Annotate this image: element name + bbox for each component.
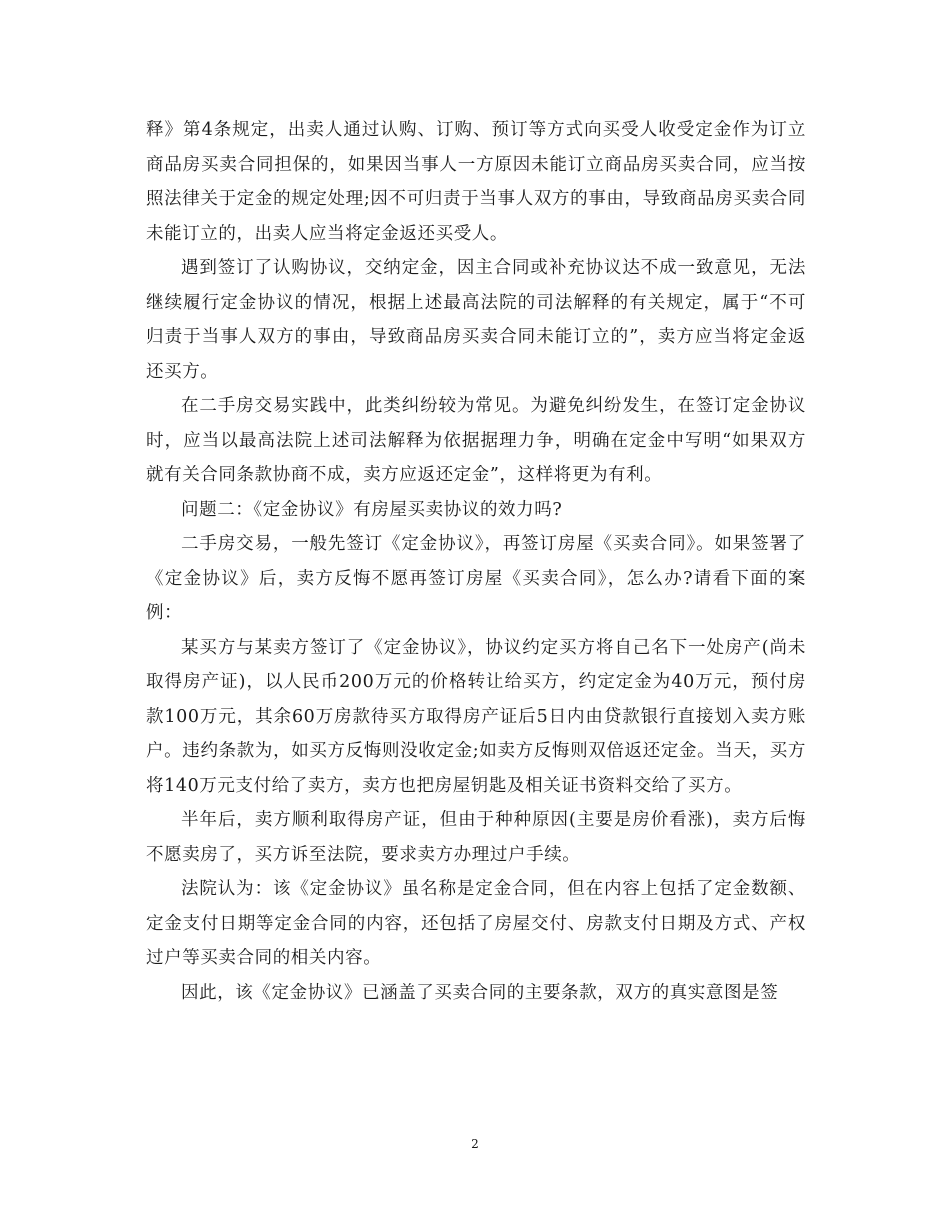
paragraph-9: 因此，该《定金协议》已涵盖了买卖合同的主要条款，双方的真实意图是签 xyxy=(181,982,779,1003)
paragraph-2: 遇到签订了认购协议，交纳定金，因主合同或补充协议达不成一致意见，无法继续履行定金协议的情况，根据上述最高法院的司法解释的有关规定，属于“不可归责于当事人双方的事由，导致商品房买卖合同未能订立的”，卖方应当将定金返还买方。 xyxy=(146,258,806,382)
document-body xyxy=(146,113,806,1010)
paragraph-7: 半年后，卖方顺利取得房产证，但由于种种原因(主要是房价看涨)，卖方后悔不愿卖房了，买方诉至法院，要求卖方办理过户手续。 xyxy=(146,810,806,865)
paragraph-8-court-opinion: 法院认为：该《定金协议》虽名称是定金合同，但在内容上包括了定金数额、定金支付日期等定金合同的内容，还包括了房屋交付、房款支付日期及方式、产权过户等买卖合同的相关内容。 xyxy=(146,879,806,968)
paragraph-6-case: 某买方与某卖方签订了《定金协议》，协议约定买方将自己名下一处房产(尚未取得房产证)，以人民币200万元的价格转让给买方，约定定金为40万元，预付房款100万元，其余60万房款待买方取得房产证后5日内由贷款银行直接划入卖方账户。违约条款为，如买方反悔则没收定金;如卖方反悔则双倍返还定金。当天，买方将140万元支付给了卖方，卖方也把房屋钥匙及相关证书资料交给了买方。 xyxy=(146,637,806,796)
paragraph-5: 二手房交易，一般先签订《定金协议》，再签订房屋《买卖合同》。如果签署了《定金协议》后，卖方反悔不愿再签订房屋《买卖合同》，怎么办?请看下面的案例： xyxy=(146,534,806,623)
page-number: 2 xyxy=(471,1137,479,1151)
paragraph-1: 释》第4条规定，出卖人通过认购、订购、预订等方式向买受人收受定金作为订立商品房买卖合同担保的，如果因当事人一方原因未能订立商品房买卖合同，应当按照法律关于定金的规定处理;因不可归责于当事人双方的事由，导致商品房买卖合同未能订立的，出卖人应当将定金返还买受人。 xyxy=(146,120,806,244)
paragraph-3: 在二手房交易实践中，此类纠纷较为常见。为避免纠纷发生，在签订定金协议时，应当以最高法院上述司法解释为依据据理力争，明确在定金中写明“如果双方就有关合同条款协商不成，卖方应返还定金”，这样将更为有利。 xyxy=(146,396,806,485)
paragraph-4-question-heading: 问题二：《定金协议》有房屋买卖协议的效力吗? xyxy=(181,499,563,520)
